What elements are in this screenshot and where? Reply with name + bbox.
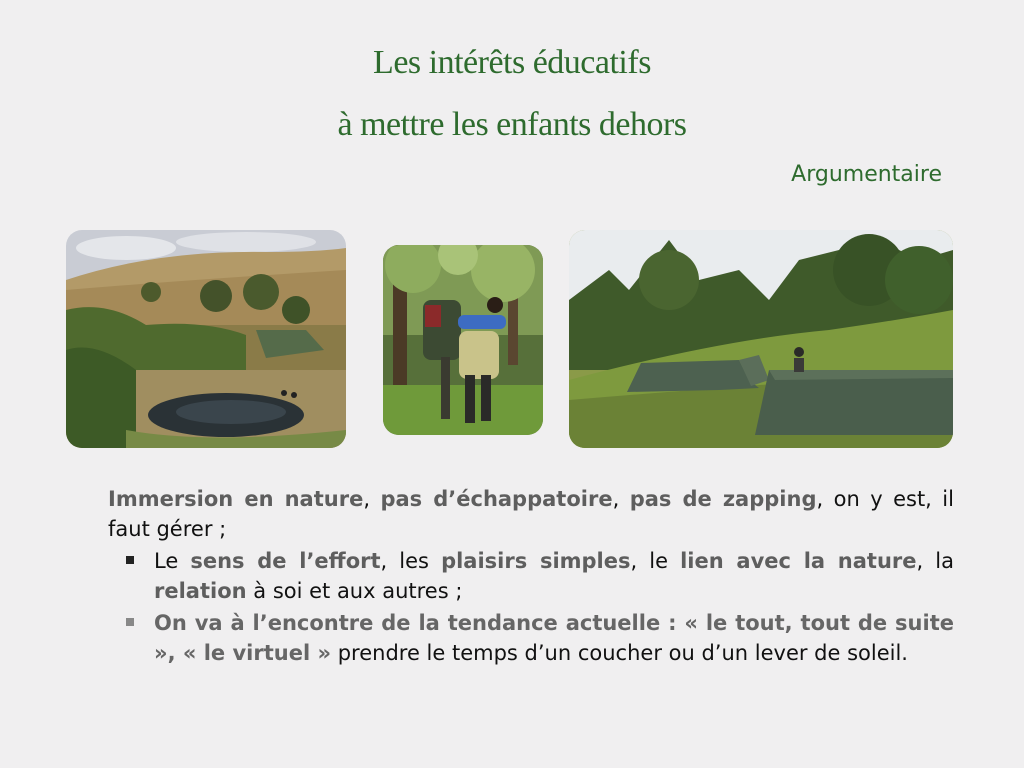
highlight-text: plaisirs simples xyxy=(441,549,631,573)
photo-hillside-pond xyxy=(66,230,346,448)
list-item xyxy=(108,608,954,668)
highlight-text: relation xyxy=(154,579,247,603)
title-line-2: à mettre les enfants dehors xyxy=(337,106,687,143)
photo-tents-meadow xyxy=(569,230,953,448)
highlight-text: pas d’échappatoire xyxy=(380,487,613,511)
text: , les xyxy=(380,549,442,573)
highlight-text: lien avec la nature xyxy=(680,549,917,573)
highlight-text: sens de l’effort xyxy=(190,549,381,573)
body-text xyxy=(108,484,954,670)
text: à soi et aux autres ; xyxy=(246,579,463,603)
text: prendre le temps d’un coucher ou d’un lever de soleil. xyxy=(331,641,908,665)
bullet-square-icon xyxy=(126,618,134,626)
text: , xyxy=(363,487,381,511)
text: , on y est, il faut gérer ; xyxy=(108,487,954,541)
list-item xyxy=(108,546,954,606)
text: , le xyxy=(630,549,681,573)
highlight-text: On va à l’encontre de la tendance actuelle : « le tout, tout de suite », « le virtuel » xyxy=(154,611,954,665)
highlight-text: Immersion en nature xyxy=(108,487,364,511)
text: , xyxy=(612,487,630,511)
subtitle: Argumentaire xyxy=(791,162,942,187)
text: , la xyxy=(916,549,954,573)
photo-hikers-forest xyxy=(383,245,543,435)
intro-paragraph xyxy=(108,484,954,544)
title-line-1: Les intérêts éducatifs xyxy=(373,44,651,81)
highlight-text: pas de zapping xyxy=(629,487,817,511)
bullet-list xyxy=(108,546,954,668)
text: Le xyxy=(154,549,191,573)
bullet-square-icon xyxy=(126,556,134,564)
